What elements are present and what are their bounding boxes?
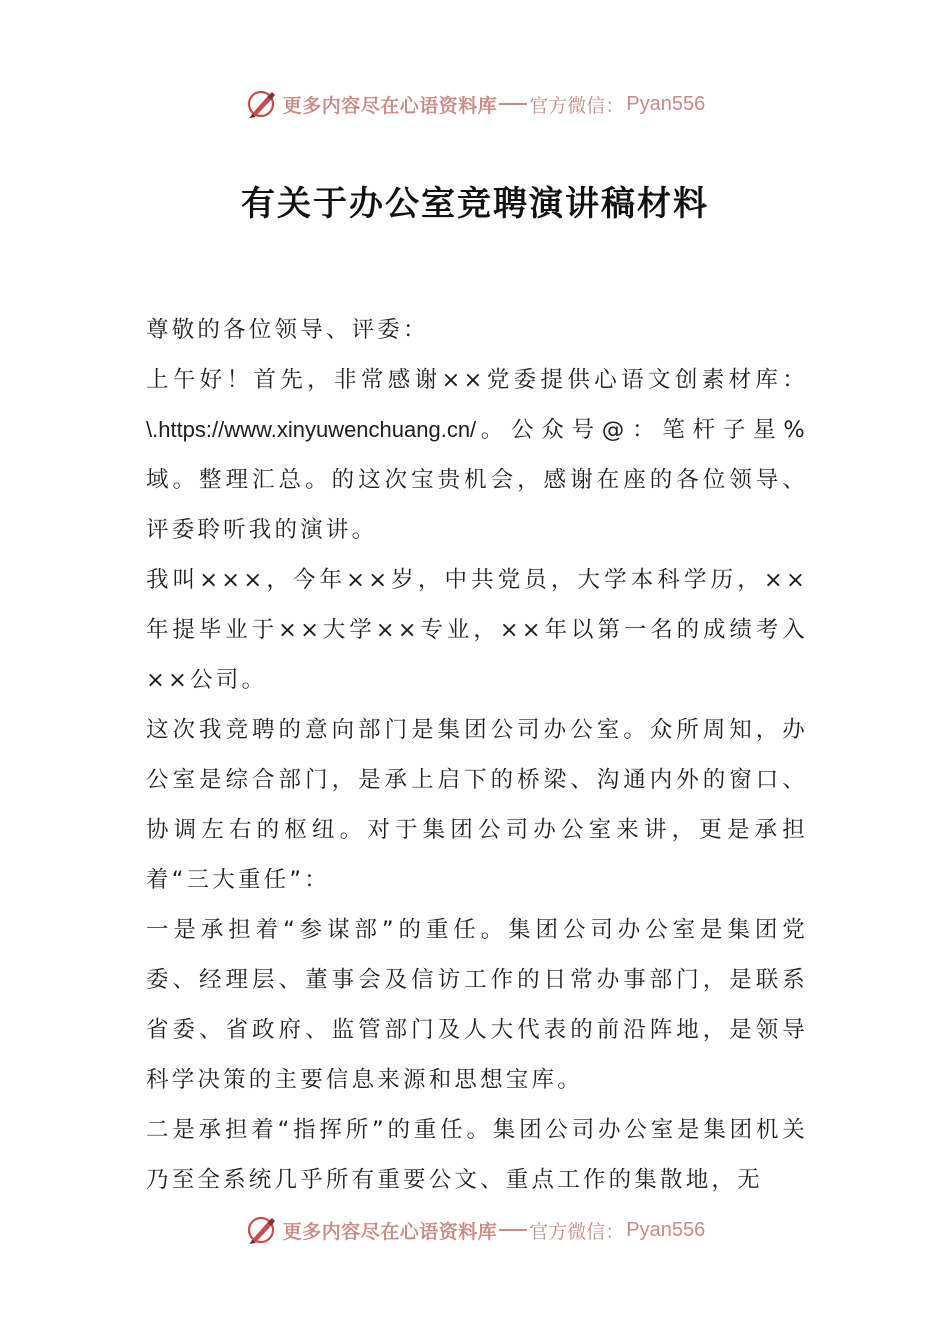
watermark-wechat-id: Pyan556 xyxy=(626,1218,706,1241)
paragraph-department-intro: 这次我竞聘的意向部门是集团公司办公室。众所周知，办公室是综合部门，是承上启下的桥梁、沟通内外的窗口、协调左右的枢纽。对于集团公司办公室来讲，更是承担着“三大重任”： xyxy=(146,717,808,893)
watermark-wechat-id: Pyan556 xyxy=(626,92,706,115)
watermark-dash xyxy=(499,103,527,105)
watermark-brand-text: 更多内容尽在心语资料库 xyxy=(282,94,498,117)
document-body xyxy=(146,305,808,1205)
greeting-text-after: 。公众号@：笔杆子星%域。整理汇总。的这次宝贵机会，感谢在座的各位领导、评委聆听我的演讲。 xyxy=(146,417,808,543)
document-title: 有关于办公室竞聘演讲稿材料 xyxy=(241,184,709,224)
paragraph-responsibility-two: 二是承担着“指挥所”的重任。集团公司办公室是集团机关乃至全系统几乎所有重要公文、重点工作的集散地，无 xyxy=(146,1117,808,1193)
paragraph-salutation: 尊敬的各位领导、评委： xyxy=(146,317,429,343)
source-url-link[interactable]: \.https://www.xinyuwenchuang.cn/ xyxy=(146,417,477,442)
watermark-brand-text: 更多内容尽在心语资料库 xyxy=(282,1220,498,1243)
watermark-label: 官方微信： xyxy=(529,1220,625,1243)
paragraph-self-intro: 我叫×××，今年××岁，中共党员，大学本科学历，××年提毕业于××大学××专业，××年以第一名的成绩考入××公司。 xyxy=(146,567,808,693)
pen-circle-logo-icon xyxy=(245,87,279,121)
paragraph-responsibility-one: 一是承担着“参谋部”的重任。集团公司办公室是集团党委、经理层、董事会及信访工作的日常办事部门，是联系省委、省政府、监管部门及人大代表的前沿阵地，是领导科学决策的主要信息来源和思想宝库。 xyxy=(146,917,808,1093)
header-watermark xyxy=(0,84,950,124)
pen-circle-logo-icon xyxy=(245,1213,279,1247)
footer-watermark xyxy=(0,1210,950,1250)
watermark-dash xyxy=(499,1229,527,1231)
greeting-text-before: 上午好！首先，非常感谢××党委提供心语文创素材库： xyxy=(146,367,808,393)
paragraph-greeting xyxy=(146,355,808,555)
watermark-label: 官方微信： xyxy=(529,94,625,117)
